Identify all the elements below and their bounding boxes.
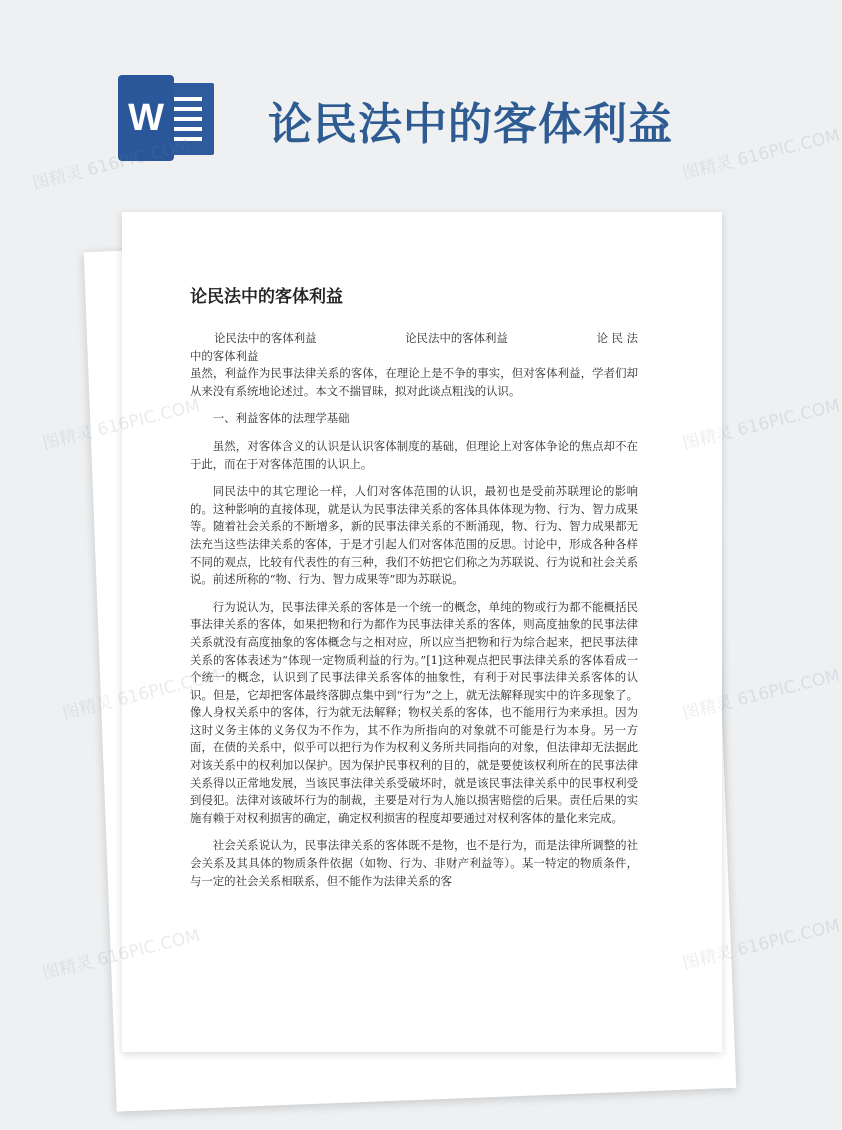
word-icon-letter: W [118, 75, 174, 161]
watermark: 图精灵 [40, 422, 95, 455]
paragraph: 同民法中的其它理论一样，人们对客体范围的认识，最初也是受前苏联理论的影响的。这种影响的直接体现，就是认为民事法律关系的客体具体体现为物、行为、智力成果等。随着社会关系的不断增多，新的民事法律关系的不断涌现，物、行为、智力成果都无法充当这些法律关系的客体，于是才引起人们对客体范围的反思。讨论中，形成各种各样不同的观点，比较有代表性的有三种，我们不妨把它们称之为苏联说、行为说和社会关系说。前述所称的“物、行为、智力成果等”即为苏联说。 [190, 484, 638, 587]
watermark: 图精灵 [40, 952, 95, 985]
watermark: 图精灵 616PIC.COM [680, 125, 842, 185]
watermark: 图精灵 616PIC.COM [680, 665, 842, 725]
title-repeat-line [190, 330, 638, 348]
document-title: 论民法中的客体利益 [190, 287, 343, 307]
header-banner [0, 0, 800, 200]
paragraph: 行为说认为，民事法律关系的客体是一个统一的概念，单纯的物或行为都不能概括民事法律关系的客体，如果把物和行为都作为民事法律关系的客体，则高度抽象的民事法律关系就没有高度抽象的客体概念与之相对应，所以应当把物和行为综合起来，把民事法律关系的客体表述为“体现一定物质利益的行为。”[1]这种观点把民事法律关系的客体看成一个统一的概念，认识到了民事法律关系客体的抽象性，有利于对民事法律关系客体的认识。但是，它却把客体最终落脚点集中到“行为”之上，就无法解释现实中的许多现象了。像人身权关系中的客体，行为就无法解释；物权关系的客体，也不能用行为来承担。因为这时义务主体的义务仅为不作为，其不作为所指向的对象就不可能是行为本身。另一方面，在债的关系中，似乎可以把行为作为权利义务所共同指向的对象，但法律却无法据此对该关系中的权利加以保护。因为保护民事权利的目的，就是要使该权利所在的民事法律关系得以正常地发展，当该民事法律关系受破坏时，就是该民事法律关系中的民事权利受到侵犯。法律对该破坏行为的制裁，主要是对行为人施以损害赔偿的后果。责任后果的实施有赖于对权利损害的确定，确定权利损害的程度却要通过对权利客体的量化来完成。 [190, 599, 638, 825]
watermark: 图精灵 [60, 692, 115, 725]
watermark: 图精灵 616PIC.COM [680, 395, 842, 455]
section-heading: 一、利益客体的法理学基础 [212, 411, 350, 426]
banner-title: 论民法中的客体利益 [268, 99, 673, 150]
document-body [190, 330, 638, 900]
watermark: 图精灵 616PIC.COM [680, 915, 842, 975]
document-page [122, 212, 722, 1052]
word-icon [118, 75, 218, 165]
watermark: 图精灵 616PIC.COM [30, 135, 192, 195]
paragraph: 虽然，利益作为民事法律关系的客体，在理论上是不争的事实，但对客体利益，学者们却从来没有系统地论述过。本文不揣冒昧，拟对此谈点粗浅的认识。 [190, 366, 638, 398]
title-repeat-line-2: 中的客体利益 [190, 348, 259, 363]
title-repeat-3: 论 民 法 [596, 331, 638, 345]
title-repeat-1: 论民法中的客体利益 [214, 331, 317, 345]
title-repeat-2: 论民法中的客体利益 [405, 331, 508, 345]
paragraph: 虽然，对客体含义的认识是认识客体制度的基础，但理论上对客体争论的焦点却不在于此，而在于对客体范围的认识上。 [190, 438, 638, 471]
paragraph: 社会关系说认为，民事法律关系的客体既不是物，也不是行为，而是法律所调整的社会关系及其具体的物质条件依据（如物、行为、非财产利益等）。某一特定的物质条件，与一定的社会关系相联系，但不能作为法律关系的客 [190, 838, 638, 888]
